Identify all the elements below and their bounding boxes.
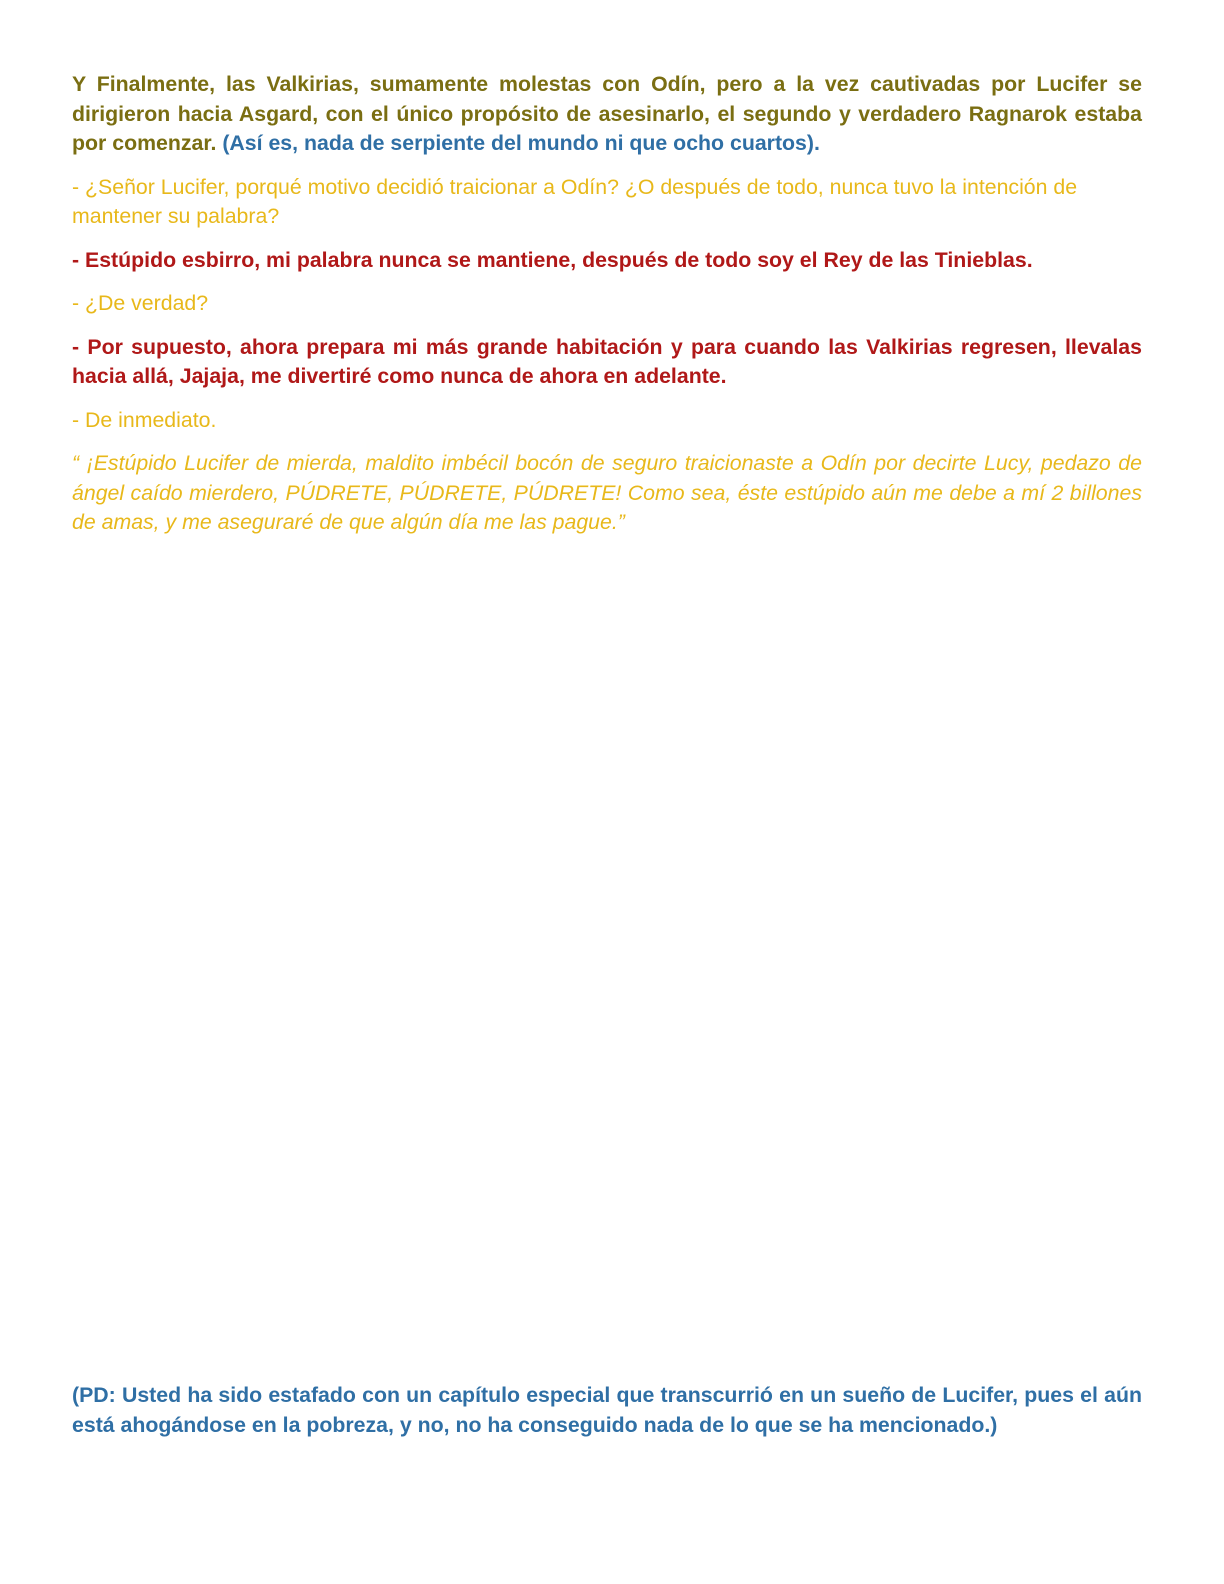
minion-inner-thought: “ ¡Estúpido Lucifer de mierda, maldito imbécil bocón de seguro traicionaste a Odín por decirte Lucy, pedazo de ángel caído mierdero, PÚDRETE, PÚDRETE, PÚDRETE! Como sea, éste estúpido aún me debe a mí 2 billones de amas, y me aseguraré de que algún día me las pague.” xyxy=(72,451,1142,534)
narration-text: Y Finalmente, las Valkirias, sumamente molestas con Odín, pero a la vez cautivadas por Lucifer se dirigieron hacia Asgard, con el único propósito de asesinarlo, el segundo y verdadero Ragnarok estaba por comenzar. xyxy=(72,72,1142,155)
lucifer-dialogue-reply: - Estúpido esbirro, mi palabra nunca se mantiene, después de todo soy el Rey de las Tinieblas. xyxy=(72,247,1033,272)
postscript-note: (PD: Usted ha sido estafado con un capítulo especial que transcurrió en un sueño de Lucifer, pues el aún está ahogándose en la pobreza, y no, no ha conseguido nada de lo que se ha mencionado.) xyxy=(72,1383,1142,1437)
minion-dialogue-doubt: - ¿De verdad? xyxy=(72,291,209,315)
author-aside-text: (Así es, nada de serpiente del mundo ni que ocho cuartos). xyxy=(222,131,820,155)
minion-dialogue-question: - ¿Señor Lucifer, porqué motivo decidió traicionar a Odín? ¿O después de todo, nunca tuvo la intención de mantener su palabra? xyxy=(72,174,1078,228)
document-body xyxy=(72,70,1142,552)
lucifer-dialogue-order: - Por supuesto, ahora prepara mi más grande habitación y para cuando las Valkirias regresen, llevalas hacia allá, Jajaja, me divertiré como nunca de ahora en adelante. xyxy=(72,334,1142,388)
narration-paragraph xyxy=(72,70,1142,159)
minion-dialogue-ack: - De inmediato. xyxy=(72,407,217,432)
